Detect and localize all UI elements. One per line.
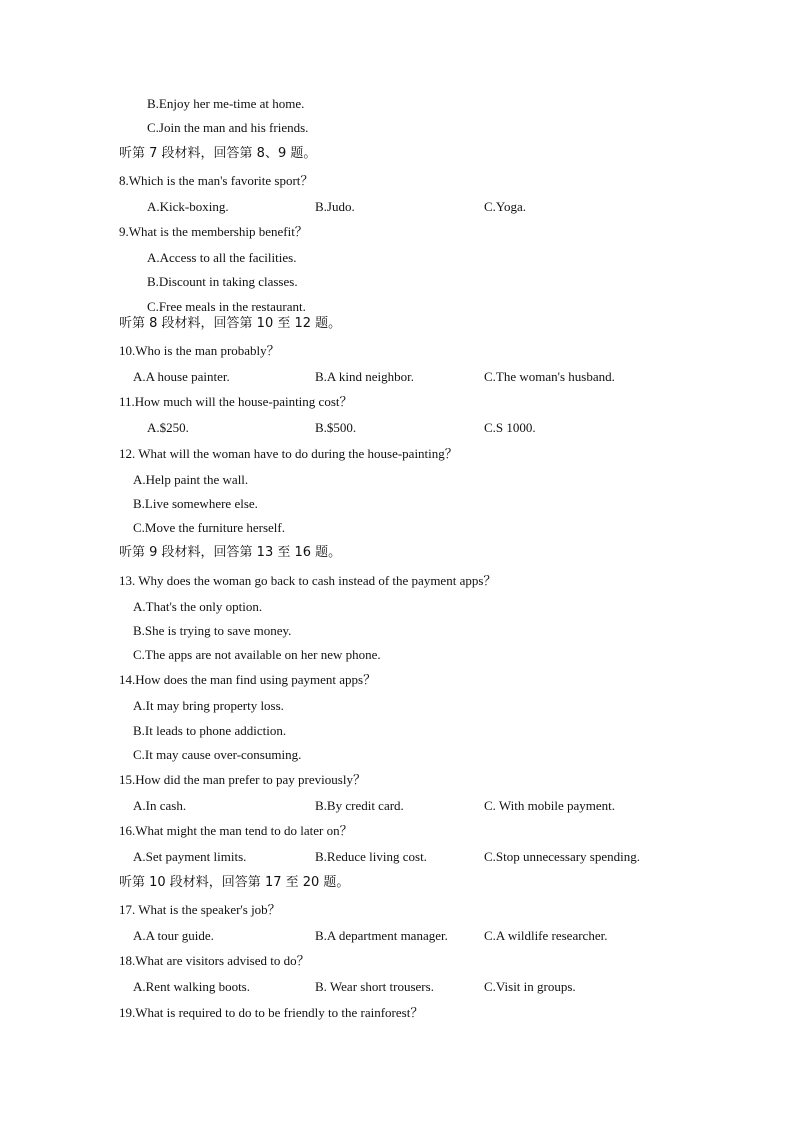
question-13: 13. Why does the woman go back to cash instead of the payment apps？ xyxy=(119,573,497,588)
section-7-heading: 听第 7 段材料，回答第 8、9 题。 xyxy=(119,146,317,161)
q13-option-a: A.That's the only option. xyxy=(133,599,263,614)
q12-option-c: C.Move the furniture herself. xyxy=(133,520,285,535)
question-8: 8.Which is the man's favorite sport？ xyxy=(119,173,314,188)
q17-option-c: C.A wildlife researcher. xyxy=(484,928,608,943)
q16-option-c: C.Stop unnecessary spending. xyxy=(484,849,640,864)
q15-option-c: C. With mobile payment. xyxy=(484,798,616,813)
question-9: 9.What is the membership benefit？ xyxy=(119,224,308,239)
q14-option-b: B.It leads to phone addiction. xyxy=(133,723,287,738)
q15-option-a: A.In cash. xyxy=(133,798,187,813)
q8-option-b: B.Judo. xyxy=(315,199,355,214)
q13-option-c: C.The apps are not available on her new phone. xyxy=(133,647,381,662)
q15-option-b: B.By credit card. xyxy=(315,798,404,813)
question-15: 15.How did the man prefer to pay previously？ xyxy=(119,772,366,787)
q8-option-c: C.Yoga. xyxy=(484,199,527,214)
question-16: 16.What might the man tend to do later on？ xyxy=(119,823,353,838)
q18-option-c: C.Visit in groups. xyxy=(484,979,576,994)
q18-option-a: A.Rent walking boots. xyxy=(133,979,250,994)
q9-option-c: C.Free meals in the restaurant. xyxy=(147,299,306,314)
q10-option-c: C.The woman's husband. xyxy=(484,369,615,384)
q7-option-b: B.Enjoy her me-time at home. xyxy=(147,96,305,111)
question-12: 12. What will the woman have to do during the house-painting？ xyxy=(119,446,458,461)
question-14: 14.How does the man find using payment apps？ xyxy=(119,672,377,687)
section-9-heading: 听第 9 段材料，回答第 13 至 16 题。 xyxy=(119,545,342,560)
question-17: 17. What is the speaker's job？ xyxy=(119,902,281,917)
q12-option-a: A.Help paint the wall. xyxy=(133,472,249,487)
q16-option-a: A.Set payment limits. xyxy=(133,849,247,864)
q17-option-a: A.A tour guide. xyxy=(133,928,214,943)
q10-option-a: A.A house painter. xyxy=(133,369,230,384)
section-10-heading: 听第 10 段材料，回答第 17 至 20 题。 xyxy=(119,875,350,890)
question-18: 18.What are visitors advised to do？ xyxy=(119,953,310,968)
q11-option-a: A.$250. xyxy=(147,420,189,435)
q9-option-b: B.Discount in taking classes. xyxy=(147,274,298,289)
question-11: 11.How much will the house-painting cost？ xyxy=(119,394,353,409)
q11-option-b: B.$500. xyxy=(315,420,357,435)
q8-option-a: A.Kick-boxing. xyxy=(147,199,229,214)
q13-option-b: B.She is trying to save money. xyxy=(133,623,292,638)
question-10: 10.Who is the man probably？ xyxy=(119,343,280,358)
q16-option-b: B.Reduce living cost. xyxy=(315,849,427,864)
q18-option-b: B. Wear short trousers. xyxy=(315,979,434,994)
q12-option-b: B.Live somewhere else. xyxy=(133,496,258,511)
q7-option-c: C.Join the man and his friends. xyxy=(147,120,309,135)
section-8-heading: 听第 8 段材料，回答第 10 至 12 题。 xyxy=(119,316,342,331)
q9-option-a: A.Access to all the facilities. xyxy=(147,250,297,265)
question-19: 19.What is required to do to be friendly to the rainforest？ xyxy=(119,1005,424,1020)
q10-option-b: B.A kind neighbor. xyxy=(315,369,414,384)
q11-option-c: C.S 1000. xyxy=(484,420,536,435)
q17-option-b: B.A department manager. xyxy=(315,928,448,943)
q14-option-a: A.It may bring property loss. xyxy=(133,698,284,713)
q14-option-c: C.It may cause over-consuming. xyxy=(133,747,302,762)
